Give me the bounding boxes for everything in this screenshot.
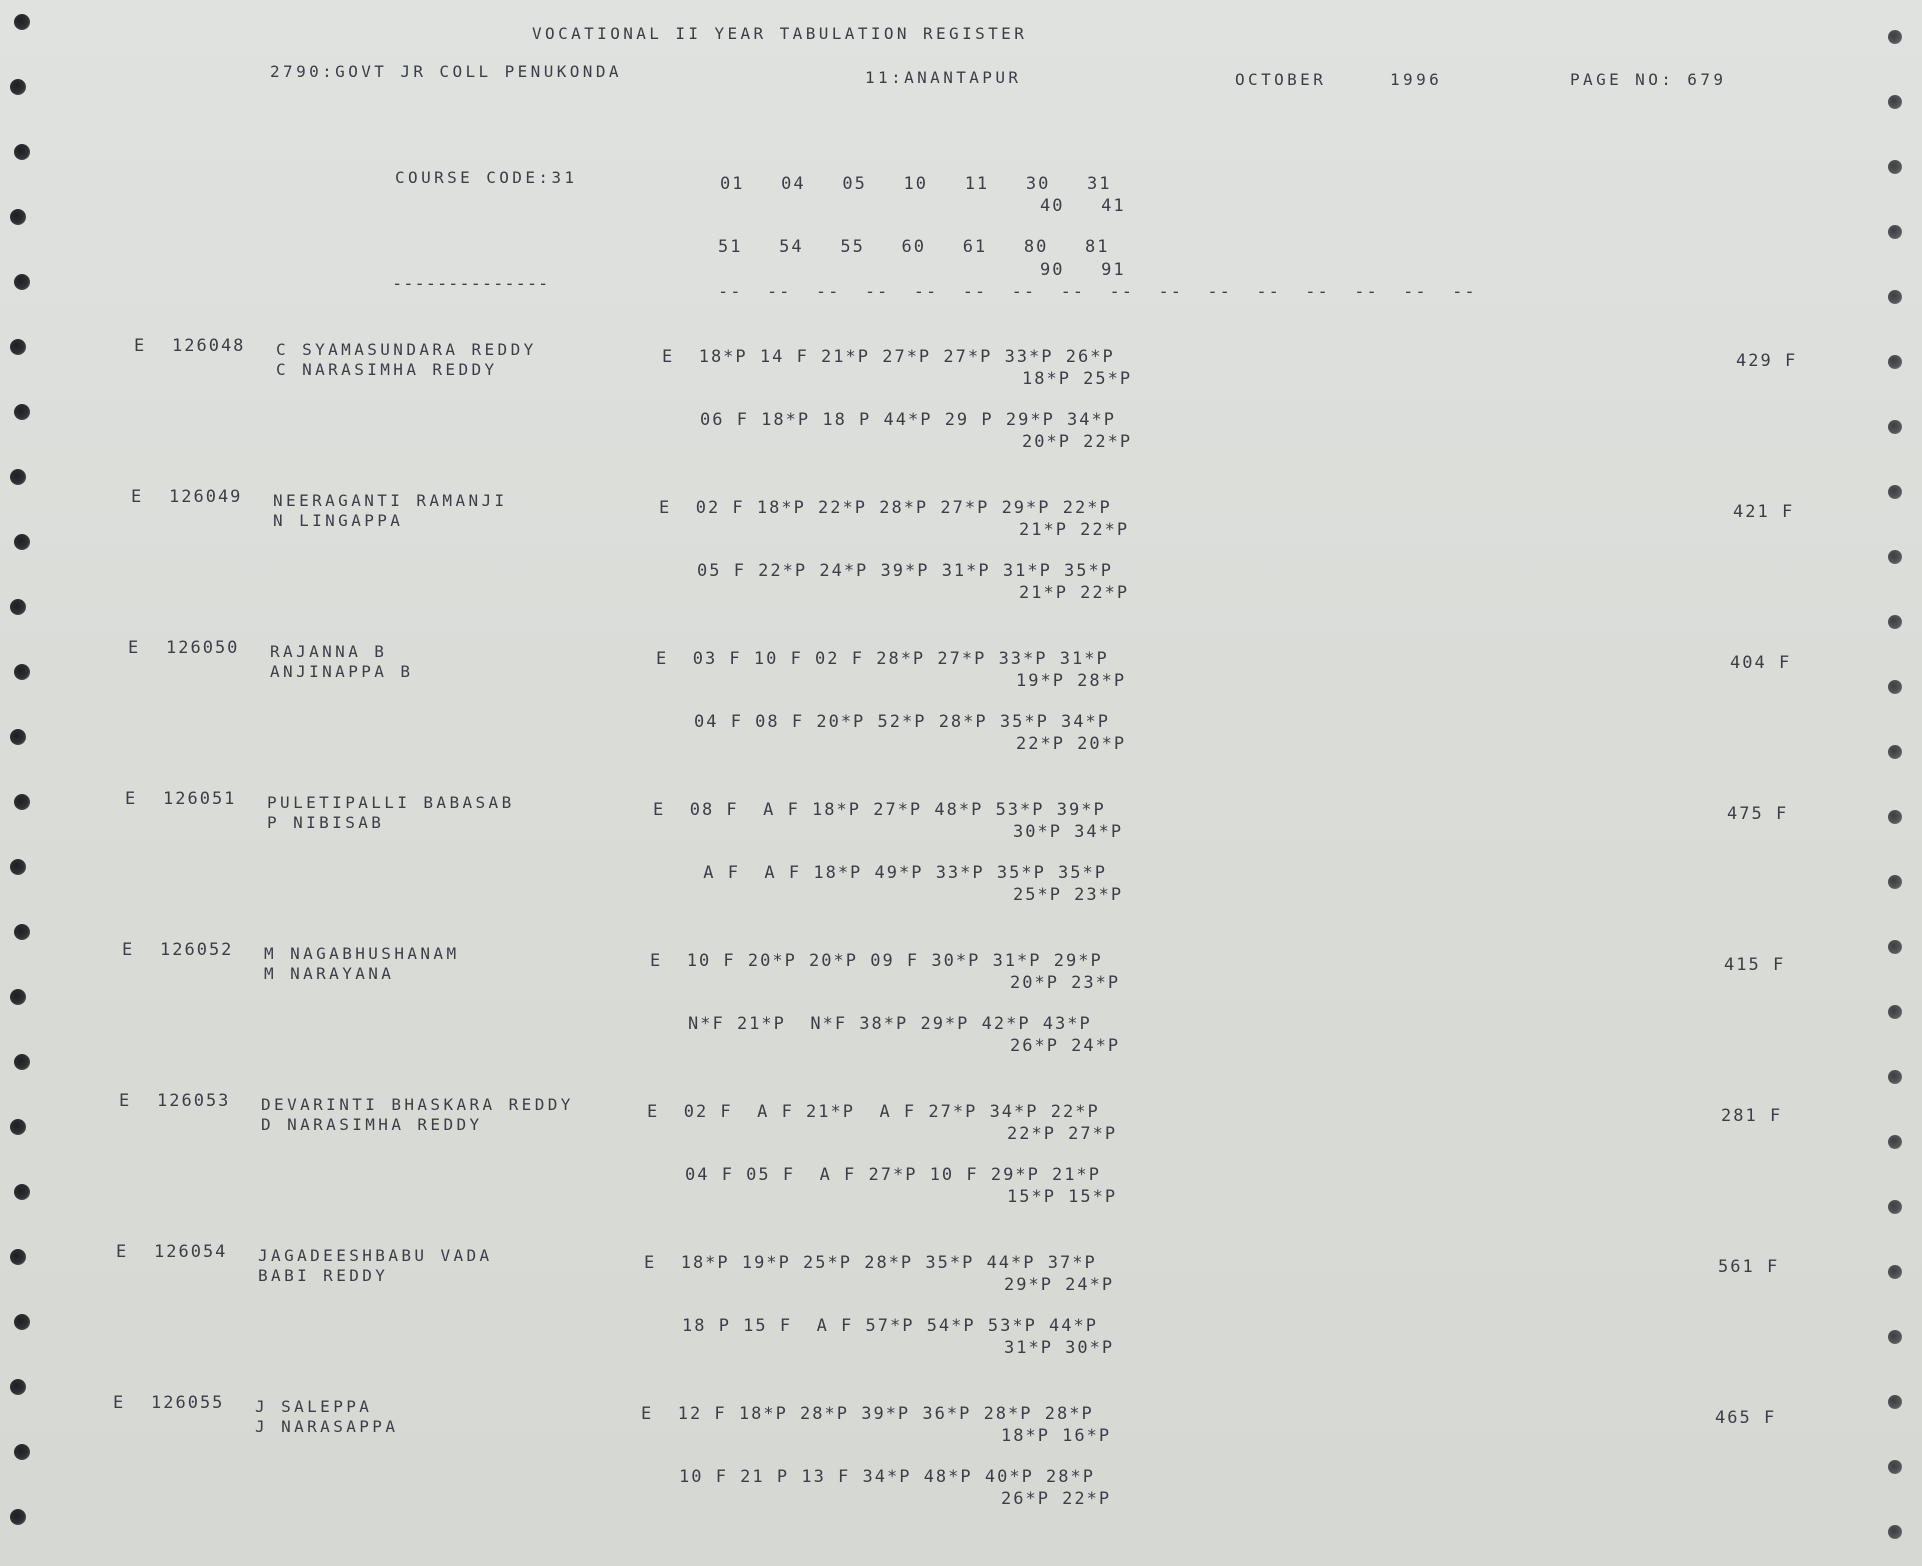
tractor-hole: [14, 144, 30, 160]
page-number: PAGE NO: 679: [1570, 70, 1727, 89]
student-name: M NAGABHUSHANAM: [264, 944, 460, 963]
tractor-hole: [1888, 485, 1902, 499]
tractor-hole: [1888, 1070, 1902, 1084]
student-name: DEVARINTI BHASKARA REDDY: [261, 1095, 574, 1114]
marks-row1-extra: 21*P 22*P: [1019, 520, 1130, 540]
marks-row1: E 02 F 18*P 22*P 28*P 27*P 29*P 22*P: [659, 498, 1112, 518]
tractor-hole: [1888, 1460, 1902, 1474]
total-result: 465 F: [1715, 1408, 1777, 1428]
student-name: RAJANNA B: [270, 642, 388, 661]
marks-row2: 10 F 21 P 13 F 34*P 48*P 40*P 28*P: [679, 1467, 1095, 1487]
roll-number: 126049: [169, 487, 243, 507]
tractor-hole: [10, 989, 26, 1005]
father-name: N LINGAPPA: [273, 511, 404, 530]
roll-number: 126051: [163, 789, 237, 809]
marks-row2-extra: 25*P 23*P: [1013, 885, 1124, 905]
left-tractor-holes: [8, 0, 38, 1566]
register-title: VOCATIONAL II YEAR TABULATION REGISTER: [532, 24, 1028, 43]
marks-row1-extra: 18*P 16*P: [1001, 1426, 1112, 1446]
subject-codes-row1: 01 04 05 10 11 30 31: [720, 174, 1112, 194]
tractor-hole: [1888, 1395, 1902, 1409]
roll-number: 126050: [166, 638, 240, 658]
tractor-hole: [1888, 355, 1902, 369]
tractor-hole: [1888, 810, 1902, 824]
student-name: PULETIPALLI BABASAB: [267, 793, 515, 812]
roll-number: 126048: [172, 336, 246, 356]
college-name: 2790:GOVT JR COLL PENUKONDA: [270, 62, 622, 81]
marks-row2-extra: 22*P 20*P: [1016, 734, 1127, 754]
exam-year: 1996: [1390, 70, 1443, 89]
subject-codes-row2: 51 54 55 60 61 80 81: [718, 237, 1110, 257]
total-result: 561 F: [1718, 1257, 1780, 1277]
exam-type: E: [134, 336, 148, 356]
tractor-hole: [1888, 160, 1902, 174]
tractor-hole: [1888, 1265, 1902, 1279]
marks-row1: E 10 F 20*P 20*P 09 F 30*P 31*P 29*P: [650, 951, 1103, 971]
tractor-hole: [10, 729, 26, 745]
marks-row1: E 08 F A F 18*P 27*P 48*P 53*P 39*P: [653, 800, 1106, 820]
tractor-hole: [14, 14, 30, 30]
marks-row1: E 18*P 14 F 21*P 27*P 27*P 33*P 26*P: [662, 347, 1115, 367]
tractor-hole: [14, 274, 30, 290]
marks-row2-extra: 26*P 22*P: [1001, 1489, 1112, 1509]
tractor-hole: [1888, 1525, 1902, 1539]
course-code: COURSE CODE:31: [395, 168, 578, 187]
tractor-hole: [1888, 615, 1902, 629]
right-tractor-holes: [1884, 0, 1914, 1566]
father-name: C NARASIMHA REDDY: [276, 360, 498, 379]
marks-row1-extra: 30*P 34*P: [1013, 822, 1124, 842]
tractor-hole: [10, 859, 26, 875]
tractor-hole: [14, 794, 30, 810]
subject-codes-row1-extra: 40 41: [1040, 196, 1126, 216]
marks-row1-extra: 22*P 27*P: [1007, 1124, 1118, 1144]
father-name: D NARASIMHA REDDY: [261, 1115, 483, 1134]
course-underline: --------------: [392, 274, 550, 294]
tractor-hole: [14, 1444, 30, 1460]
marks-row2-extra: 21*P 22*P: [1019, 583, 1130, 603]
marks-row2-extra: 26*P 24*P: [1010, 1036, 1121, 1056]
tractor-hole: [14, 924, 30, 940]
tractor-hole: [14, 534, 30, 550]
tractor-hole: [1888, 550, 1902, 564]
total-result: 415 F: [1724, 955, 1786, 975]
tractor-hole: [1888, 940, 1902, 954]
marks-row2-extra: 31*P 30*P: [1004, 1338, 1115, 1358]
tractor-hole: [10, 1379, 26, 1395]
tractor-hole: [10, 469, 26, 485]
tractor-hole: [10, 1509, 26, 1525]
marks-row1: E 02 F A F 21*P A F 27*P 34*P 22*P: [647, 1102, 1100, 1122]
roll-number: 126055: [151, 1393, 225, 1413]
marks-row1: E 18*P 19*P 25*P 28*P 35*P 44*P 37*P: [644, 1253, 1097, 1273]
tractor-hole: [1888, 875, 1902, 889]
tractor-hole: [14, 1184, 30, 1200]
father-name: ANJINAPPA B: [270, 662, 414, 681]
marks-row2: A F A F 18*P 49*P 33*P 35*P 35*P: [691, 863, 1107, 883]
tractor-hole: [14, 404, 30, 420]
tractor-hole: [10, 1119, 26, 1135]
marks-row1-extra: 29*P 24*P: [1004, 1275, 1115, 1295]
marks-row2: 06 F 18*P 18 P 44*P 29 P 29*P 34*P: [700, 410, 1116, 430]
tractor-hole: [10, 209, 26, 225]
marks-row1-extra: 19*P 28*P: [1016, 671, 1127, 691]
roll-number: 126052: [160, 940, 234, 960]
total-result: 404 F: [1730, 653, 1792, 673]
exam-type: E: [119, 1091, 133, 1111]
tractor-hole: [1888, 420, 1902, 434]
tractor-hole: [1888, 745, 1902, 759]
marks-row1: E 03 F 10 F 02 F 28*P 27*P 33*P 31*P: [656, 649, 1109, 669]
tractor-hole: [14, 664, 30, 680]
student-name: NEERAGANTI RAMANJI: [273, 491, 508, 510]
father-name: M NARAYANA: [264, 964, 395, 983]
father-name: BABI REDDY: [258, 1266, 389, 1285]
marks-row2-extra: 20*P 22*P: [1022, 432, 1133, 452]
student-name: J SALEPPA: [255, 1397, 373, 1416]
roll-number: 126054: [154, 1242, 228, 1262]
marks-row1-extra: 18*P 25*P: [1022, 369, 1133, 389]
tractor-hole: [1888, 225, 1902, 239]
father-name: J NARASAPPA: [255, 1417, 399, 1436]
tractor-hole: [1888, 1135, 1902, 1149]
tractor-hole: [1888, 1200, 1902, 1214]
exam-month: OCTOBER: [1235, 70, 1327, 89]
tractor-hole: [14, 1054, 30, 1070]
student-name: C SYAMASUNDARA REDDY: [276, 340, 537, 359]
marks-row2-extra: 15*P 15*P: [1007, 1187, 1118, 1207]
tractor-hole: [1888, 30, 1902, 44]
exam-type: E: [125, 789, 139, 809]
tractor-hole: [1888, 290, 1902, 304]
tractor-hole: [10, 599, 26, 615]
column-dashes: -- -- -- -- -- -- -- -- -- -- -- -- -- -- -- --: [718, 282, 1477, 302]
exam-type: E: [122, 940, 136, 960]
total-result: 475 F: [1727, 804, 1789, 824]
total-result: 421 F: [1733, 502, 1795, 522]
marks-row2: 05 F 22*P 24*P 39*P 31*P 31*P 35*P: [697, 561, 1113, 581]
marks-row1-extra: 20*P 23*P: [1010, 973, 1121, 993]
marks-row2: 18 P 15 F A F 57*P 54*P 53*P 44*P: [682, 1316, 1098, 1336]
total-result: 429 F: [1736, 351, 1798, 371]
tractor-hole: [10, 339, 26, 355]
tractor-hole: [1888, 680, 1902, 694]
total-result: 281 F: [1721, 1106, 1783, 1126]
district-name: 11:ANANTAPUR: [865, 68, 1022, 87]
exam-type: E: [131, 487, 145, 507]
tractor-hole: [1888, 1330, 1902, 1344]
tractor-hole: [1888, 1005, 1902, 1019]
exam-type: E: [113, 1393, 127, 1413]
marks-row2: N*F 21*P N*F 38*P 29*P 42*P 43*P: [688, 1014, 1092, 1034]
tractor-hole: [14, 1314, 30, 1330]
tractor-hole: [10, 1249, 26, 1265]
student-name: JAGADEESHBABU VADA: [258, 1246, 493, 1265]
father-name: P NIBISAB: [267, 813, 385, 832]
exam-type: E: [128, 638, 142, 658]
marks-row2: 04 F 05 F A F 27*P 10 F 29*P 21*P: [685, 1165, 1101, 1185]
exam-type: E: [116, 1242, 130, 1262]
subject-codes-row2-extra: 90 91: [1040, 260, 1126, 280]
marks-row2: 04 F 08 F 20*P 52*P 28*P 35*P 34*P: [694, 712, 1110, 732]
tractor-hole: [1888, 95, 1902, 109]
tractor-hole: [10, 79, 26, 95]
marks-row1: E 12 F 18*P 28*P 39*P 36*P 28*P 28*P: [641, 1404, 1094, 1424]
roll-number: 126053: [157, 1091, 231, 1111]
